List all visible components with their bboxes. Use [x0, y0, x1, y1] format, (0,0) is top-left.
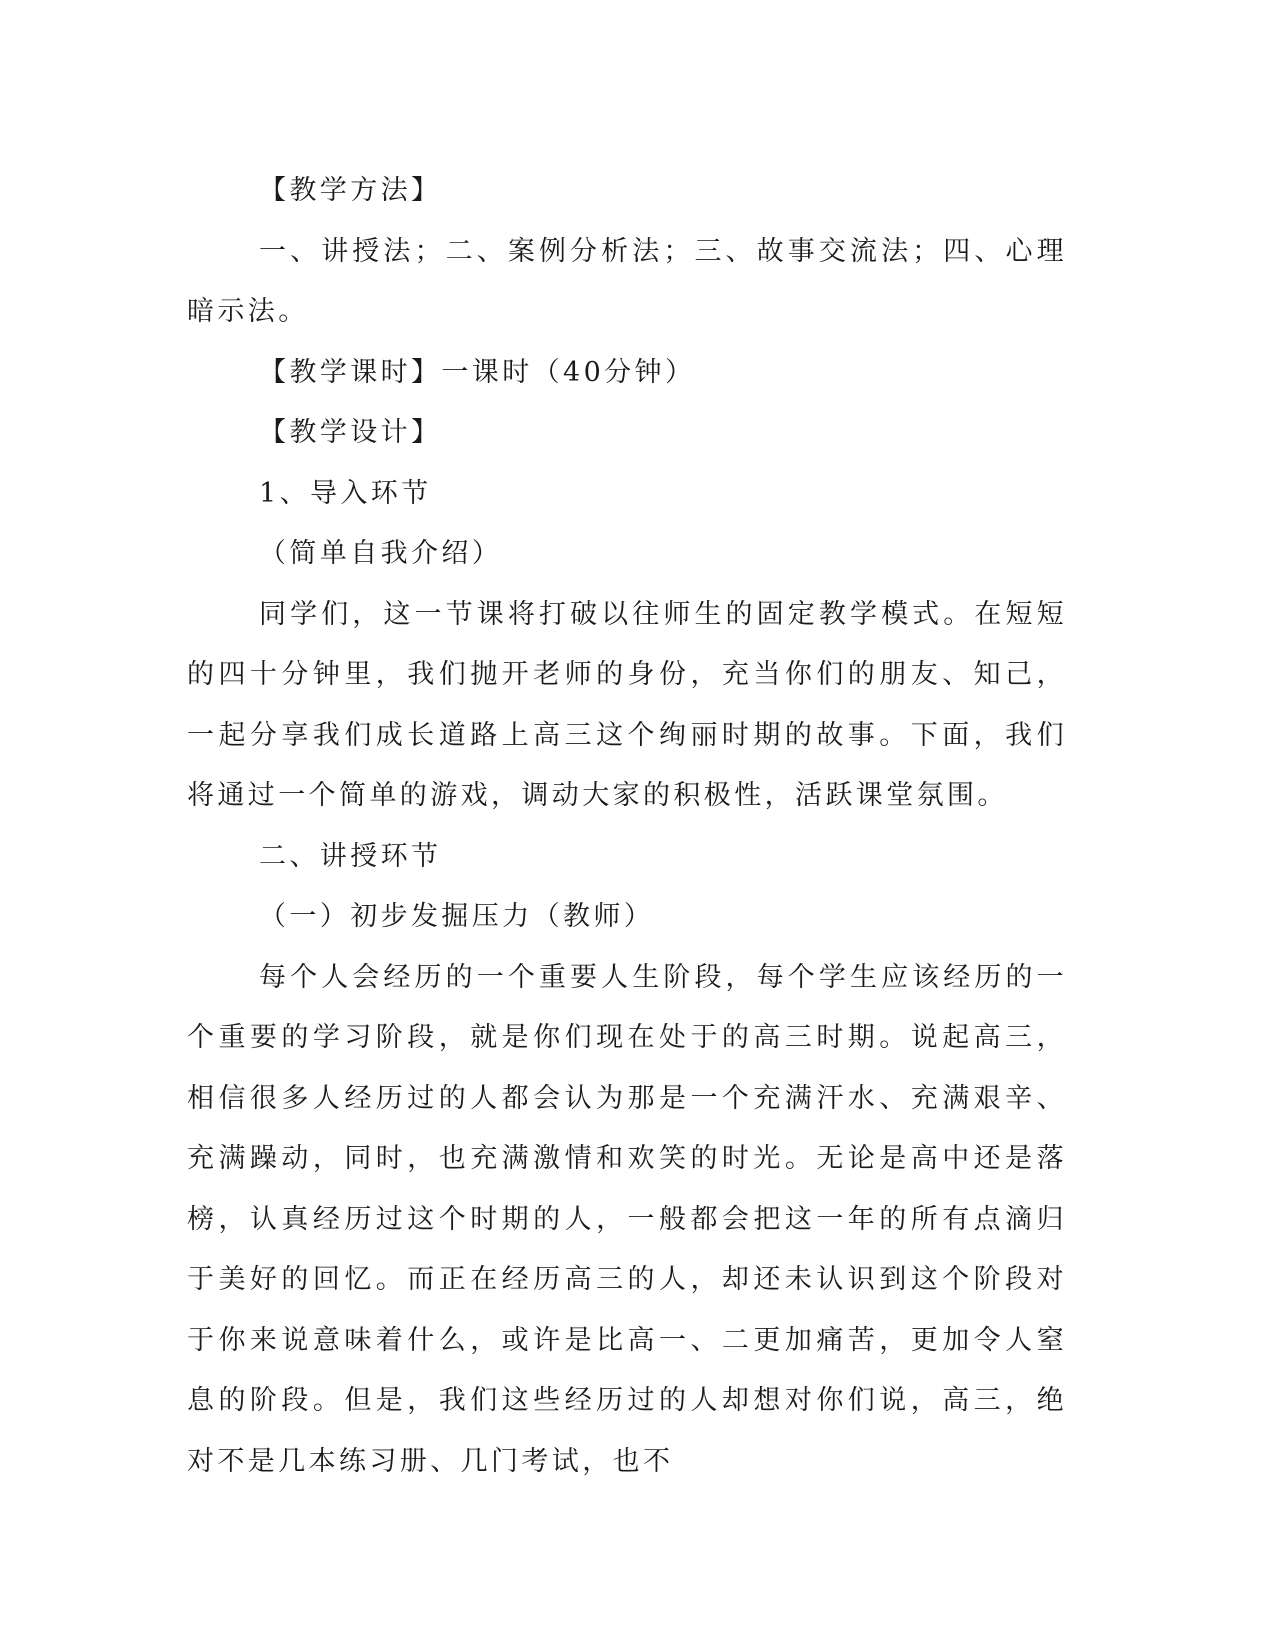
paragraph-senior-year: 每个人会经历的一个重要人生阶段，每个学生应该经历的一个重要的学习阶段，就是你们现在处于的高三时期。说起高三，相信很多人经历过的人都会认为那是一个充满汗水、充满艰辛、充满躁动，同时，也充满激情和欢笑的时光。无论是高中还是落榜，认真经历过这个时期的人，一般都会把这一年的所有点滴归于美好的回忆。而正在经历高三的人，却还未认识到这个阶段对于你来说意味着什么，或许是比高一、二更加痛苦，更加令人窒息的阶段。但是，我们这些经历过的人却想对你们说，高三，绝对不是几本练习册、几门考试，也不 [187, 961, 1067, 1477]
heading-teaching-method: 【教学方法】 [259, 175, 442, 206]
heading-discover-pressure: （一）初步发掘压力（教师） [259, 901, 655, 932]
heading-teaching-design: 【教学设计】 [259, 417, 442, 448]
paragraph-intro-speech: 同学们，这一节课将打破以往师生的固定教学模式。在短短的四十分钟里，我们抛开老师的身份，充当你们的朋友、知己，一起分享我们成长道路上高三这个绚丽时期的故事。下面，我们将通过一个简单的游戏，调动大家的积极性，活跃课堂氛围。 [187, 598, 1067, 811]
document-body [187, 161, 1067, 1492]
heading-lecture-section: 二、讲授环节 [259, 840, 442, 872]
heading-intro-section: 1、导入环节 [259, 477, 432, 509]
heading-class-hours: 【教学课时】一课时（40分钟） [259, 356, 696, 388]
paragraph-methods-list: 一、讲授法；二、案例分析法；三、故事交流法；四、心理暗示法。 [187, 235, 1067, 327]
paragraph-self-intro: （简单自我介绍） [259, 538, 503, 569]
